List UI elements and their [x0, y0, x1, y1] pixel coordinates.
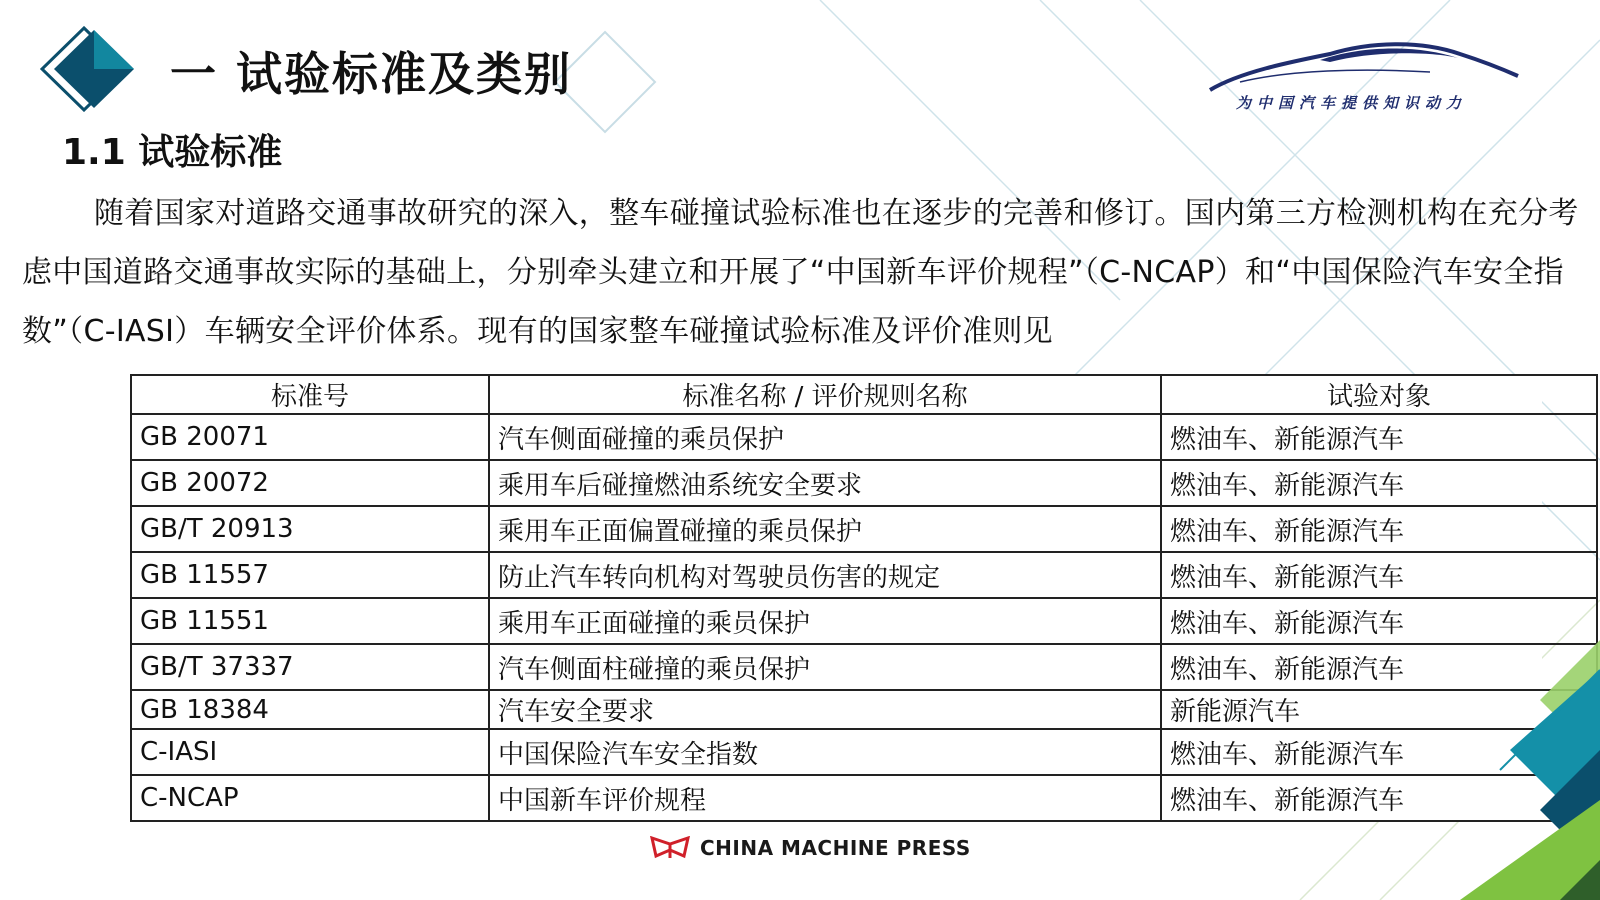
section-title: 一 试验标准及类别 [170, 47, 573, 101]
cell-standard-name: 汽车安全要求 [489, 690, 1161, 729]
cell-standard-no: GB 20071 [131, 414, 489, 460]
cell-standard-name: 汽车侧面柱碰撞的乘员保护 [489, 644, 1161, 690]
cell-standard-name: 汽车侧面碰撞的乘员保护 [489, 414, 1161, 460]
cell-test-object: 燃油车、新能源汽车 [1161, 414, 1597, 460]
cell-test-object: 燃油车、新能源汽车 [1161, 644, 1597, 690]
cell-standard-name: 乘用车后碰撞燃油系统安全要求 [489, 460, 1161, 506]
table-row [131, 775, 1597, 821]
table-row [131, 690, 1597, 729]
cell-standard-name: 乘用车正面偏置碰撞的乘员保护 [489, 506, 1161, 552]
cell-standard-no: GB/T 20913 [131, 506, 489, 552]
table-row [131, 460, 1597, 506]
cell-test-object: 燃油车、新能源汽车 [1161, 506, 1597, 552]
cell-standard-no: C-IASI [131, 729, 489, 775]
cell-standard-no: GB/T 37337 [131, 644, 489, 690]
cell-standard-name: 乘用车正面碰撞的乘员保护 [489, 598, 1161, 644]
cell-test-object: 燃油车、新能源汽车 [1161, 598, 1597, 644]
standards-table [130, 374, 1598, 822]
cell-standard-name: 防止汽车转向机构对驾驶员伤害的规定 [489, 552, 1161, 598]
logo-slogan: 为中国汽车提供知识动力 [1236, 94, 1468, 112]
table-row [131, 552, 1597, 598]
header-standard-name: 标准名称 / 评价规则名称 [489, 375, 1161, 414]
table-row [131, 598, 1597, 644]
standards-table-container [130, 374, 1542, 822]
table-row [131, 414, 1597, 460]
title-diamond-icon [40, 26, 140, 112]
press-footer [650, 836, 971, 860]
cell-test-object: 燃油车、新能源汽车 [1161, 775, 1597, 821]
cell-standard-no: GB 20072 [131, 460, 489, 506]
cell-standard-no: GB 11557 [131, 552, 489, 598]
cell-standard-no: GB 18384 [131, 690, 489, 729]
cell-standard-name: 中国新车评价规程 [489, 775, 1161, 821]
cell-standard-no: C-NCAP [131, 775, 489, 821]
subsection-title: 1.1 试验标准 [62, 132, 283, 173]
header-test-object: 试验对象 [1161, 375, 1597, 414]
cell-test-object: 燃油车、新能源汽车 [1161, 729, 1597, 775]
header-standard-no: 标准号 [131, 375, 489, 414]
intro-paragraph: 随着国家对道路交通事故研究的深入，整车碰撞试验标准也在逐步的完善和修订。国内第三方检测机构在充分考虑中国道路交通事故实际的基础上，分别牵头建立和开展了“中国新车评价规程”（C-NCAP）和“中国保险汽车安全指数”（C-IASI）车辆安全评价体系。现有的国家整车碰撞试验标准及评价准则见 [22, 196, 1579, 349]
press-name: CHINA MACHINE PRESS [700, 836, 971, 860]
table-row [131, 506, 1597, 552]
press-logo-icon [650, 836, 690, 860]
corner-decoration [1440, 640, 1600, 900]
table-header-row [131, 375, 1597, 414]
table-row [131, 729, 1597, 775]
table-row [131, 644, 1597, 690]
cell-standard-no: GB 11551 [131, 598, 489, 644]
cell-test-object: 燃油车、新能源汽车 [1161, 552, 1597, 598]
cell-test-object: 新能源汽车 [1161, 690, 1597, 729]
cell-test-object: 燃油车、新能源汽车 [1161, 460, 1597, 506]
cell-standard-name: 中国保险汽车安全指数 [489, 729, 1161, 775]
